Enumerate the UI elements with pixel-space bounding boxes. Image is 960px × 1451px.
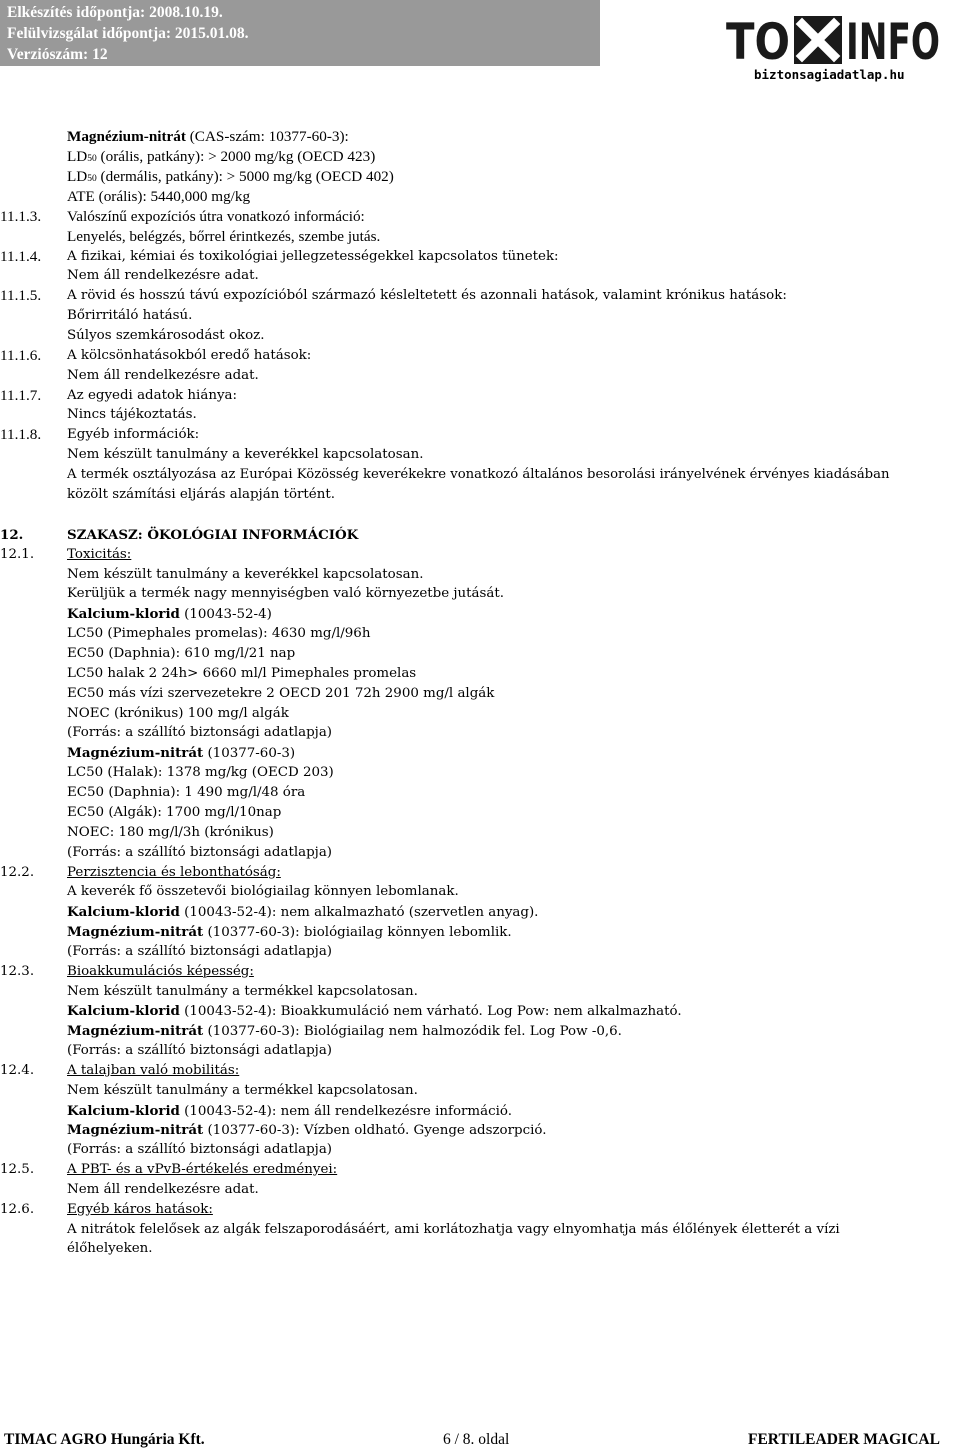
substance-line: Magnézium-nitrát (10377-60-3): biológiailag könnyen lebomlik. [67, 924, 512, 940]
text-line: Nem készült tanulmány a keverékkel kapcsolatosan. [67, 567, 424, 582]
text-line: élőhelyeken. [67, 1241, 153, 1256]
source-line: (Forrás: a szállító biztonsági adatlapja) [67, 725, 333, 740]
section-number: 12.3. [0, 964, 35, 979]
text-line: Nem készült tanulmány a termékkel kapcsolatosan. [67, 984, 418, 999]
ld50-dermal-line: LD50 (dermális, patkány): > 5000 mg/kg (OECD 402) [67, 168, 394, 185]
substance-line: Magnézium-nitrát (10377-60-3) [67, 745, 296, 761]
subsection-heading: Toxicitás: [67, 547, 132, 562]
section-number: 11.1.8. [0, 426, 42, 443]
footer-product: FERTILEADER MAGICAL [748, 1431, 940, 1448]
text-line: A nitrátok felelősek az algák felszaporodásáért, ami korlátozhatja vagy elnyomhatja más élőlények életterét a vízi [67, 1222, 840, 1237]
section-number: 12.1. [0, 547, 35, 562]
footer-page-number: 6 / 8. oldal [443, 1431, 510, 1448]
text-line: A termék osztályozása az Európai Közösség keverékekre vonatkozó általános besorolási irányelvének érvényes kiadásában [67, 467, 890, 482]
subsection-heading: Az egyedi adatok hiánya: [67, 388, 238, 403]
text-line: LC50 (Halak): 1378 mg/kg (OECD 203) [67, 765, 334, 780]
source-line: (Forrás: a szállító biztonsági adatlapja) [67, 1043, 333, 1058]
text-line: LC50 halak 2 24h> 6660 ml/l Pimephales promelas [67, 666, 417, 681]
text-line: Kerüljük a termék nagy mennyiségben való környezetbe jutását. [67, 586, 505, 601]
text-line: Súlyos szemkárosodást okoz. [67, 328, 265, 343]
substance-line: Magnézium-nitrát (10377-60-3): Vízben oldható. Gyenge adszorpció. [67, 1122, 547, 1138]
mg-nitrate-line: Magnézium-nitrát (CAS-szám: 10377-60-3): [67, 128, 349, 145]
logo-text-left: TO [726, 14, 790, 68]
logo-text-right: INFO [846, 14, 940, 68]
text-line: EC50 más vízi szervezetekre 2 OECD 201 72h 2900 mg/l algák [67, 686, 495, 701]
section-number: 11.1.7. [0, 387, 42, 404]
footer-company: TIMAC AGRO Hungária Kft. [4, 1431, 205, 1448]
subsection-heading: Valószínű expozíciós útra vonatkozó információ: [67, 208, 365, 225]
text-line: A keverék fő összetevői biológiailag könnyen lebomlanak. [67, 884, 459, 899]
text-line: Nem áll rendelkezésre adat. [67, 268, 259, 283]
subsection-heading: Perzisztencia és lebonthatóság: [67, 865, 281, 880]
substance-line: Magnézium-nitrát (10377-60-3): Biológiailag nem halmozódik fel. Log Pow -0,6. [67, 1023, 622, 1039]
substance-line: Kalcium-klorid (10043-52-4) [67, 606, 272, 622]
section-number: 12.4. [0, 1063, 35, 1078]
text-line: Nem áll rendelkezésre adat. [67, 1182, 259, 1197]
prepared-date: Elkészítés időpontja: 2008.10.19. [7, 4, 223, 21]
logo-url: biztonsagiadatlap.hu [754, 67, 905, 82]
text-line: Lenyelés, belégzés, bőrrel érintkezés, szembe jutás. [67, 228, 381, 245]
section-number: 11.1.5. [0, 287, 42, 304]
ld50-oral-line: LD50 (orális, patkány): > 2000 mg/kg (OECD 423) [67, 148, 376, 165]
toxinfo-logo [726, 14, 942, 68]
text-line: Nem készült tanulmány a termékkel kapcsolatosan. [67, 1083, 418, 1098]
text-line: EC50 (Daphnia): 1 490 mg/l/48 óra [67, 785, 306, 800]
section-number: 11.1.4. [0, 248, 42, 265]
subsection-heading: A fizikai, kémiai és toxikológiai jellegzetességekkel kapcsolatos tünetek: [67, 249, 559, 264]
subsection-heading: Egyéb káros hatások: [67, 1202, 213, 1217]
revised-date: Felülvizsgálat időpontja: 2015.01.08. [7, 25, 249, 42]
document-header-dates [0, 0, 600, 66]
subsection-heading: A kölcsönhatásokból eredő hatások: [67, 348, 312, 363]
version-number: Verziószám: 12 [7, 46, 108, 63]
text-line: Nincs tájékoztatás. [67, 407, 197, 422]
subsection-heading: A rövid és hosszú távú expozícióból származó késleltetett és azonnali hatások, valamint krónikus hatások: [67, 288, 787, 303]
text-line: közölt számítási eljárás alapján történt. [67, 487, 335, 502]
text-line: EC50 (Daphnia): 610 mg/l/21 nap [67, 646, 296, 661]
text-line: Nem áll rendelkezésre adat. [67, 368, 259, 383]
section-number: 12. [0, 527, 24, 543]
substance-line: Kalcium-klorid (10043-52-4): nem áll rendelkezésre információ. [67, 1103, 512, 1119]
section-number: 11.1.6. [0, 347, 42, 364]
text-line: EC50 (Algák): 1700 mg/l/10nap [67, 805, 282, 820]
section-number: 11.1.3. [0, 208, 42, 225]
substance-line: Kalcium-klorid (10043-52-4): nem alkalmazható (szervetlen anyag). [67, 904, 539, 920]
subsection-heading: Bioakkumulációs képesség: [67, 964, 254, 979]
text-line: LC50 (Pimephales promelas): 4630 mg/l/96h [67, 626, 371, 641]
section-number: 12.5. [0, 1162, 35, 1177]
hazard-x-icon [794, 16, 842, 64]
subsection-heading: A talajban való mobilitás: [67, 1063, 240, 1078]
text-line: Nem készült tanulmány a keverékkel kapcsolatosan. [67, 447, 424, 462]
section-title: SZAKASZ: ÖKOLÓGIAI INFORMÁCIÓK [67, 527, 359, 543]
text-line: Bőrirritáló hatású. [67, 308, 193, 323]
substance-line: Kalcium-klorid (10043-52-4): Bioakkumuláció nem várható. Log Pow: nem alkalmazható. [67, 1003, 682, 1019]
source-line: (Forrás: a szállító biztonsági adatlapja) [67, 944, 333, 959]
source-line: (Forrás: a szállító biztonsági adatlapja) [67, 1142, 333, 1157]
text-line: NOEC: 180 mg/l/3h (krónikus) [67, 825, 274, 840]
subsection-heading: Egyéb információk: [67, 427, 200, 442]
ate-line: ATE (orális): 5440,000 mg/kg [67, 188, 251, 205]
source-line: (Forrás: a szállító biztonsági adatlapja) [67, 845, 333, 860]
text-line: NOEC (krónikus) 100 mg/l algák [67, 706, 289, 721]
section-number: 12.6. [0, 1202, 35, 1217]
section-number: 12.2. [0, 865, 35, 880]
subsection-heading: A PBT- és a vPvB-értékelés eredményei: [67, 1162, 338, 1177]
